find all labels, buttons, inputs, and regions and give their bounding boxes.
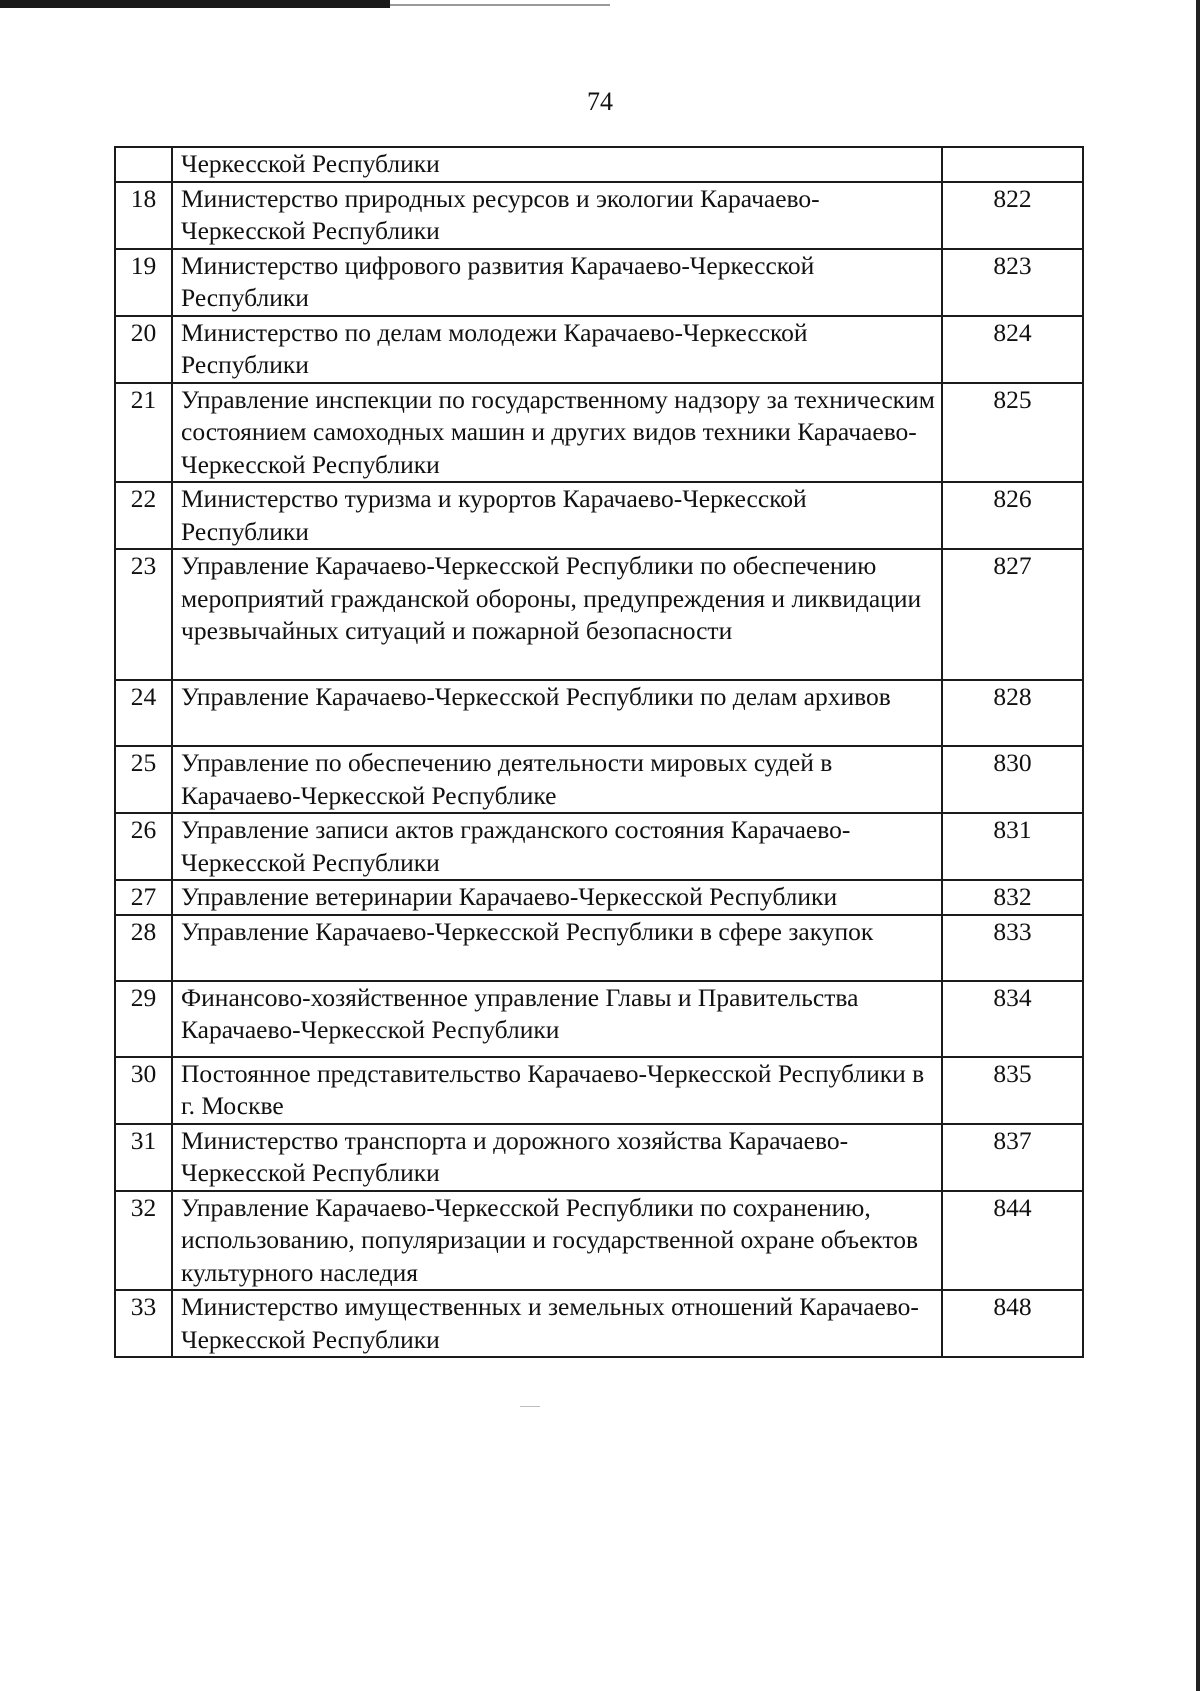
agency-code: 832 — [942, 880, 1083, 915]
table-row — [115, 680, 1083, 746]
table-row — [115, 147, 1083, 182]
agency-code: 828 — [942, 680, 1083, 746]
agency-code: 822 — [942, 182, 1083, 249]
agency-code: 826 — [942, 482, 1083, 549]
agency-name: Управление ветеринарии Карачаево-Черкесской Республики — [172, 880, 942, 915]
row-number — [115, 147, 172, 182]
row-number: 18 — [115, 182, 172, 249]
scan-border-top — [0, 0, 390, 8]
agency-name: Управление записи актов гражданского состояния Карачаево-Черкесской Республики — [172, 813, 942, 880]
agency-name: Министерство цифрового развития Карачаево-Черкесской Республики — [172, 249, 942, 316]
agency-code: 833 — [942, 915, 1083, 981]
table-row — [115, 383, 1083, 483]
agency-code: 823 — [942, 249, 1083, 316]
agency-name: Министерство имущественных и земельных отношений Карачаево-Черкесской Республики — [172, 1290, 942, 1357]
scan-border-top-thin — [390, 4, 610, 6]
table-row — [115, 746, 1083, 813]
page-number: 74 — [587, 87, 613, 116]
agency-name: Министерство транспорта и дорожного хозяйства Карачаево-Черкесской Республики — [172, 1124, 942, 1191]
table-row — [115, 1057, 1083, 1124]
table-row — [115, 1124, 1083, 1191]
table-row — [115, 813, 1083, 880]
row-number: 23 — [115, 549, 172, 680]
agency-code: 831 — [942, 813, 1083, 880]
row-number: 20 — [115, 316, 172, 383]
scan-artifact — [520, 1406, 540, 1407]
table-row — [115, 182, 1083, 249]
agency-code: 835 — [942, 1057, 1083, 1124]
scan-border-right — [1196, 0, 1200, 1691]
row-number: 33 — [115, 1290, 172, 1357]
row-number: 25 — [115, 746, 172, 813]
agency-name: Финансово-хозяйственное управление Главы и Правительства Карачаево-Черкесской Республики — [172, 981, 942, 1057]
row-number: 32 — [115, 1191, 172, 1291]
row-number: 28 — [115, 915, 172, 981]
table-row — [115, 482, 1083, 549]
row-number: 22 — [115, 482, 172, 549]
agency-code: 827 — [942, 549, 1083, 680]
agency-name: Министерство туризма и курортов Карачаево-Черкесской Республики — [172, 482, 942, 549]
agency-code — [942, 147, 1083, 182]
agency-name: Управление по обеспечению деятельности мировых судей в Карачаево-Черкесской Республике — [172, 746, 942, 813]
agency-name: Постоянное представительство Карачаево-Черкесской Республики в г. Москве — [172, 1057, 942, 1124]
agency-code: 834 — [942, 981, 1083, 1057]
table-row — [115, 1290, 1083, 1357]
table-row — [115, 1191, 1083, 1291]
agency-code: 844 — [942, 1191, 1083, 1291]
row-number: 29 — [115, 981, 172, 1057]
table-row — [115, 880, 1083, 915]
row-number: 27 — [115, 880, 172, 915]
row-number: 21 — [115, 383, 172, 483]
agency-code: 824 — [942, 316, 1083, 383]
row-number: 31 — [115, 1124, 172, 1191]
agency-name: Черкесской Республики — [172, 147, 942, 182]
table-row — [115, 981, 1083, 1057]
agency-name: Управление инспекции по государственному надзору за техническим состоянием самоходных машин и других видов техники Карачаево-Черкесской Республики — [172, 383, 942, 483]
table-row — [115, 915, 1083, 981]
agency-name: Управление Карачаево-Черкесской Республики в сфере закупок — [172, 915, 942, 981]
agency-name: Управление Карачаево-Черкесской Республики по сохранению, использованию, популяризации и государственной охране объектов культурного наследия — [172, 1191, 942, 1291]
agency-code: 848 — [942, 1290, 1083, 1357]
row-number: 19 — [115, 249, 172, 316]
agency-code: 830 — [942, 746, 1083, 813]
agency-name: Управление Карачаево-Черкесской Республики по делам архивов — [172, 680, 942, 746]
row-number: 26 — [115, 813, 172, 880]
agency-name: Министерство по делам молодежи Карачаево-Черкесской Республики — [172, 316, 942, 383]
agency-code: 837 — [942, 1124, 1083, 1191]
table-row — [115, 316, 1083, 383]
table-row — [115, 249, 1083, 316]
agency-name: Министерство природных ресурсов и экологии Карачаево-Черкесской Республики — [172, 182, 942, 249]
row-number: 24 — [115, 680, 172, 746]
table-row — [115, 549, 1083, 680]
agencies-table — [114, 146, 1084, 1358]
agency-code: 825 — [942, 383, 1083, 483]
row-number: 30 — [115, 1057, 172, 1124]
agency-name: Управление Карачаево-Черкесской Республики по обеспечению мероприятий гражданской обороны, предупреждения и ликвидации чрезвычайных ситуаций и пожарной безопасности — [172, 549, 942, 680]
